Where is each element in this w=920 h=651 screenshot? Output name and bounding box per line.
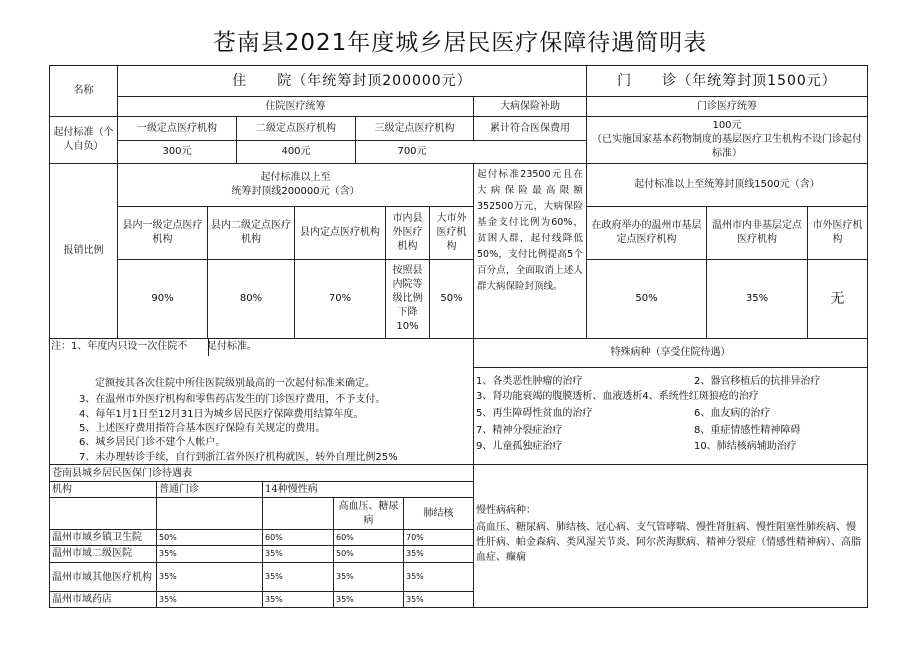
sub-col-general: 普通门诊 xyxy=(156,481,263,498)
sub-col-hypertension: 高血压、糖尿病 xyxy=(333,497,404,530)
sub-row-3-hypertension: 35% xyxy=(333,562,404,592)
chronic-text: 高血压、糖尿病、肺结核、冠心病、支气管哮喘、慢性肾脏病、慢性阻塞性肺疾病、慢性肝病、帕金森病、类风湿关节炎、阿尔茨海默病、精神分裂症（情感性精神病）、高脂血症、癫痫 xyxy=(476,522,861,563)
note-7: 7、未办理转诊手续，自行到浙江省外医疗机构就医，转外自理比例25% xyxy=(79,452,398,463)
sub-blank-2 xyxy=(156,497,263,530)
sub-blank-1 xyxy=(49,497,157,530)
outpatient-header: 门 诊（年统筹封顶1500元） xyxy=(586,65,868,97)
special-item-5: 5、再生障碍性贫血的治疗 xyxy=(476,408,593,419)
deductible-cumulative: 累计符合医保费用 xyxy=(473,116,587,141)
outpatient-deductible-note: （已实施国家基本药物制度的基层医疗卫生机构不设门诊起付标准） xyxy=(592,134,862,159)
sub-row-1-chronic: 60% xyxy=(262,529,334,546)
deductible-level2-amount: 400元 xyxy=(236,140,356,164)
outpatient-scope: 起付标准以上至统筹封顶线1500元（含） xyxy=(586,163,868,207)
outpatient-deductible-amount: 100元 xyxy=(712,120,742,131)
sub-row-2-hypertension: 50% xyxy=(333,545,404,563)
col-county-level3: 县内定点医疗机构 xyxy=(294,206,386,260)
critical-illness-header: 大病保险补助 xyxy=(473,96,587,117)
sub-row-4-hypertension: 35% xyxy=(333,591,404,608)
note-6: 6、城乡居民门诊不建个人帐户。 xyxy=(79,437,226,448)
note-1a-cell xyxy=(49,338,209,356)
page-title: 苍南县2021年度城乡居民医疗保障待遇简明表 xyxy=(212,30,708,56)
note-2: 定额按其各次住院中所住医院级别最高的一次起付标准来确定。 xyxy=(95,378,375,389)
sub-row-3-general: 35% xyxy=(156,562,263,592)
sub-row-3-tb: 35% xyxy=(403,562,474,592)
val-city-outside-county: 按照县内院等级比例下降10% xyxy=(385,259,430,339)
deductible-level1: 一级定点医疗机构 xyxy=(117,116,237,141)
col-city-outside-county: 市内县外医疗机构 xyxy=(385,206,430,260)
col-primary-institution: 在政府举办的温州市基层定点医疗机构 xyxy=(586,206,707,260)
sub-table-title: 苍南县城乡居民医保门诊待遇表 xyxy=(49,464,474,482)
val-county-level2: 80% xyxy=(207,259,295,339)
val-primary-institution: 50% xyxy=(586,259,707,339)
special-item-2: 2、器官移植后的抗排异治疗 xyxy=(694,376,821,387)
col-nonprimary-institution: 温州市内非基层定点医疗机构 xyxy=(706,206,808,260)
sub-row-4-tb: 35% xyxy=(403,591,474,608)
sub-col-institution: 机构 xyxy=(49,481,157,498)
special-item-1: 1、各类恶性肿瘤的治疗 xyxy=(476,376,583,387)
note-1b: 足付标准。 xyxy=(207,341,257,352)
val-out-of-city: 无 xyxy=(807,259,868,339)
deductible-level1-amount: 300元 xyxy=(117,140,237,164)
sub-row-4-name: 温州市域药店 xyxy=(49,591,157,608)
sub-row-3-name: 温州市域其他医疗机构 xyxy=(49,562,157,592)
sub-row-1-name: 温州市域乡镇卫生院 xyxy=(49,529,157,546)
special-item-6: 6、血友病的治疗 xyxy=(694,408,771,419)
note-5: 5、上述医疗费用指符合基本医疗保险有关规定的费用。 xyxy=(79,423,326,434)
deductible-level2: 二级定点医疗机构 xyxy=(236,116,356,141)
deductible-label: 起付标准（个人自负） xyxy=(49,116,118,164)
sub-col-chronic: 14种慢性病 xyxy=(262,481,474,498)
sub-row-1-hypertension: 60% xyxy=(333,529,404,546)
note-1a: 注：1、年度内只设一次住院不 xyxy=(51,341,188,352)
chronic-title: 慢性病病种： xyxy=(476,505,536,516)
val-nonprimary-institution: 35% xyxy=(706,259,808,339)
inpatient-scope xyxy=(117,163,474,207)
inpatient-pool-header: 住院医疗统筹 xyxy=(117,96,474,117)
val-county-level3: 70% xyxy=(294,259,386,339)
name-header: 名称 xyxy=(49,65,118,117)
sub-row-2-name: 温州市域二级医院 xyxy=(49,545,157,563)
note-4: 4、每年1月1日至12月31日为城乡居民医疗保障费用结算年度。 xyxy=(79,409,364,420)
val-outside-city: 50% xyxy=(429,259,474,339)
sub-row-4-general: 35% xyxy=(156,591,263,608)
inpatient-scope-line1: 起付标准以上至 xyxy=(260,172,331,183)
special-title: 特殊病种（享受住院待遇） xyxy=(473,338,868,368)
reimbursement-label: 报销比例 xyxy=(49,163,118,339)
val-county-level1: 90% xyxy=(117,259,208,339)
sub-row-1-general: 50% xyxy=(156,529,263,546)
inpatient-header: 住 院（年统筹封顶200000元） xyxy=(117,65,587,97)
sub-row-3-chronic: 35% xyxy=(262,562,334,592)
sub-row-2-chronic: 35% xyxy=(262,545,334,563)
special-item-9: 9、儿童孤独症治疗 xyxy=(476,441,563,452)
sub-col-tb: 肺结核 xyxy=(403,497,474,530)
sub-row-4-chronic: 35% xyxy=(262,591,334,608)
sub-row-1-tb: 70% xyxy=(403,529,474,546)
outpatient-deductible xyxy=(586,116,868,164)
special-item-10: 10、肺结核病辅助治疗 xyxy=(694,441,797,452)
special-item-7: 7、精神分裂症治疗 xyxy=(476,425,563,436)
special-item-8: 8、重症情感性精神障碍 xyxy=(694,425,801,436)
sub-row-2-general: 35% xyxy=(156,545,263,563)
special-item-3: 3、肾功能衰竭的腹膜透析、血液透析4、系统性红斑狼疮的治疗 xyxy=(476,391,759,402)
sub-row-2-tb: 35% xyxy=(403,545,474,563)
col-out-of-city: 市外医疗机构 xyxy=(807,206,868,260)
inpatient-scope-line2: 统筹封顶线200000元（含） xyxy=(231,186,360,197)
outpatient-pool-header: 门诊医疗统筹 xyxy=(586,96,868,117)
col-county-level1: 县内一级定点医疗机构 xyxy=(117,206,208,260)
col-outside-city: 大市外医疗机构 xyxy=(429,206,474,260)
col-county-level2: 县内二级定点医疗机构 xyxy=(207,206,295,260)
note-3: 3、在温州市外医疗机构和零售药店发生的门诊医疗费用，不予支付。 xyxy=(79,394,386,405)
critical-illness-text: 起付标准23500元且在大病保险最高限额352500万元，大病保险基金支付比例为60%，贫困人群，起付线降低50%，支付比例提高5个百分点，全面取消上述人群大病保险封顶线。 xyxy=(473,163,587,339)
sub-blank-3 xyxy=(262,497,334,530)
deductible-level3-amount: 700元 xyxy=(355,140,587,164)
deductible-level3: 三级定点医疗机构 xyxy=(355,116,474,141)
